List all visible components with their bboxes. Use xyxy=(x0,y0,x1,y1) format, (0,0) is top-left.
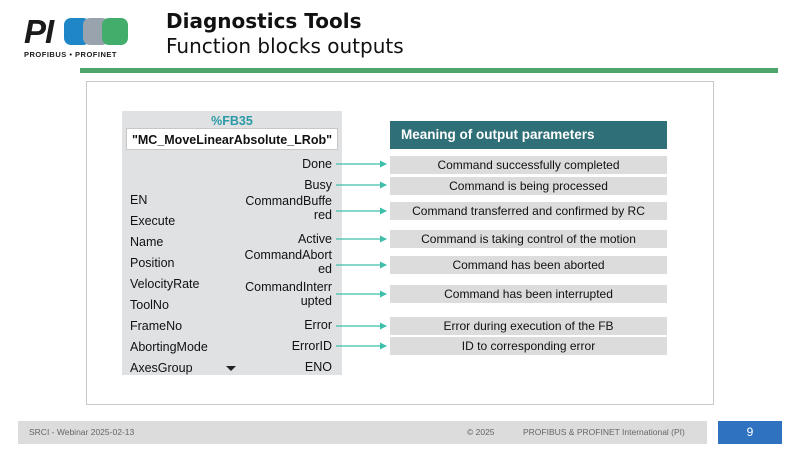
pi-logo xyxy=(24,14,124,64)
meaning-row-commandinterrupted: Command has been interrupted xyxy=(390,285,667,303)
meaning-row-commandbuffered: Command transferred and confirmed by RC xyxy=(390,202,667,220)
fb-output-commandinterrupted-line2: upted xyxy=(300,294,332,308)
slide-subtitle: Function blocks outputs xyxy=(166,34,404,58)
meaning-header: Meaning of output parameters xyxy=(390,121,667,149)
fb-output-active: Active xyxy=(297,232,332,246)
meaning-row-active: Command is taking control of the motion xyxy=(390,230,667,248)
fb-output-eno: ENO xyxy=(304,360,332,374)
fb-input-velocityrate: VelocityRate xyxy=(130,277,200,291)
meaning-row-errorid: ID to corresponding error xyxy=(390,337,667,355)
meaning-row-commandaborted: Command has been aborted xyxy=(390,256,667,274)
fb-output-busy: Busy xyxy=(304,178,332,192)
fb-input-execute: Execute xyxy=(130,214,176,228)
fb-input-axesgroup: AxesGroup xyxy=(130,361,193,375)
slide-title: Diagnostics Tools xyxy=(166,9,362,33)
fb-input-position: Position xyxy=(130,256,175,270)
header-divider xyxy=(80,68,778,73)
footer-organization: PROFIBUS & PROFINET International (PI) xyxy=(523,427,685,437)
footer-copyright-year: © 2025 xyxy=(467,427,495,437)
fb-input-en: EN xyxy=(130,193,148,207)
fb-input-toolno: ToolNo xyxy=(130,298,169,312)
function-block xyxy=(122,111,342,375)
meaning-row-error: Error during execution of the FB xyxy=(390,317,667,335)
fb-name: "MC_MoveLinearAbsolute_LRob" xyxy=(126,128,338,150)
fb-instance-id: %FB35 xyxy=(211,114,253,128)
fb-output-done: Done xyxy=(302,157,332,171)
fb-output-commandbuffered-line1: CommandBuffe xyxy=(245,194,332,208)
fb-input-abortingmode: AbortingMode xyxy=(130,340,208,354)
meaning-row-done: Command successfully completed xyxy=(390,156,667,174)
fb-input-frameno: FrameNo xyxy=(130,319,183,333)
fb-output-commandinterrupted-line1: CommandInterr xyxy=(245,280,332,294)
fb-output-errorid: ErrorID xyxy=(291,339,332,353)
logo-square-green xyxy=(102,18,128,45)
logo-pi-text: PI xyxy=(24,13,54,50)
fb-output-commandaborted-line2: ed xyxy=(318,262,332,276)
fb-output-commandbuffered-line2: red xyxy=(313,208,332,222)
footer-event: SRCI - Webinar 2025-02-13 xyxy=(29,427,135,437)
page-number: 9 xyxy=(718,421,782,444)
footer-bar xyxy=(18,421,707,444)
fb-output-commandaborted-line1: CommandAbort xyxy=(244,248,332,262)
fb-input-name: Name xyxy=(130,235,164,249)
fb-output-error: Error xyxy=(304,318,332,332)
expand-arrow-icon[interactable] xyxy=(226,366,236,371)
meaning-row-busy: Command is being processed xyxy=(390,177,667,195)
logo-subtext: PROFIBUS • PROFINET xyxy=(24,50,117,59)
